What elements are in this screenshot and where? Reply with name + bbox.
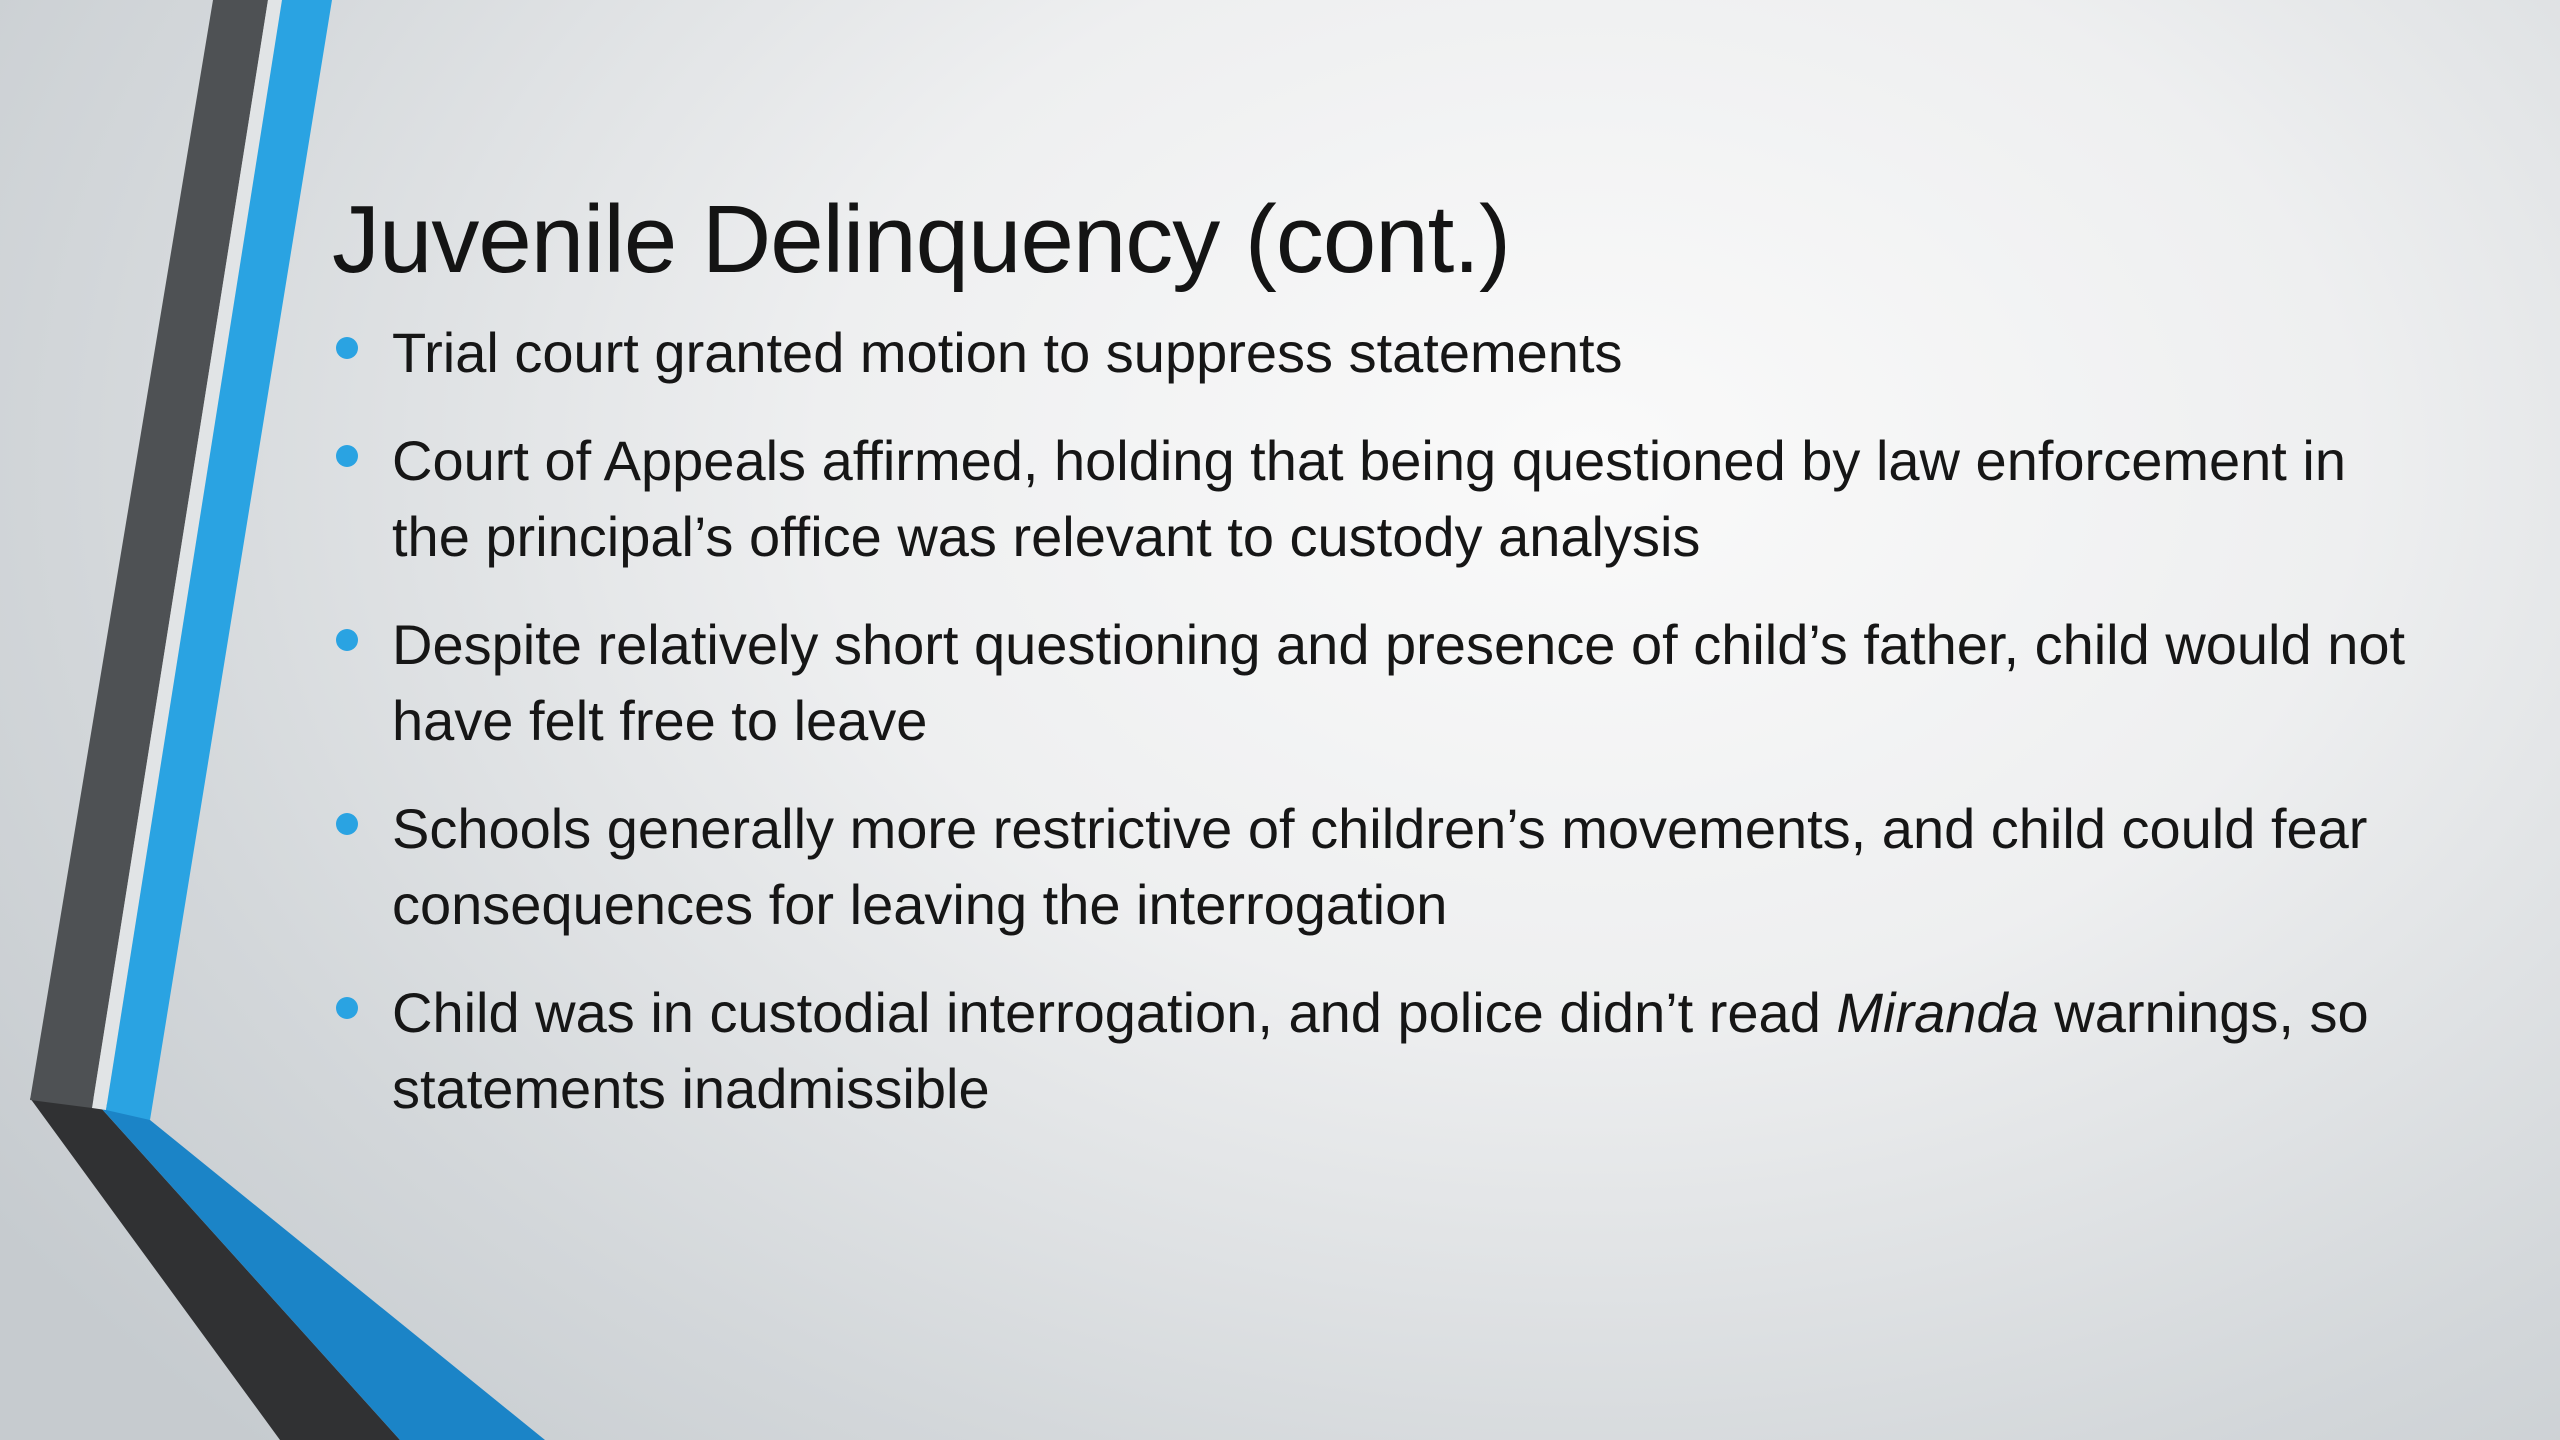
bullet-text: Despite relatively short questioning and presence of child’s father, child would not have felt free to leave	[392, 613, 2406, 752]
bullet-item	[332, 423, 2412, 575]
bullet-item	[332, 315, 2412, 391]
bullet-item	[332, 791, 2412, 943]
bullet-text-before: Child was in custodial interrogation, and police didn’t read	[392, 981, 1837, 1044]
bullet-text-after: warnings, so statements inadmissible	[392, 981, 2369, 1120]
bullet-item	[332, 975, 2412, 1127]
bullet-text: Trial court granted motion to suppress statements	[392, 321, 1623, 384]
bullet-text: Court of Appeals affirmed, holding that being questioned by law enforcement in the principal’s office was relevant to custody analysis	[392, 429, 2346, 568]
bullet-text-italic: Miranda	[1836, 981, 2039, 1044]
slide-title: Juvenile Delinquency (cont.)	[332, 186, 1510, 293]
bullet-dot-icon	[336, 629, 358, 651]
bullet-dot-icon	[336, 337, 358, 359]
bullet-text: Schools generally more restrictive of children’s movements, and child could fear consequences for leaving the interrogation	[392, 797, 2368, 936]
bullet-dot-icon	[336, 445, 358, 467]
bullet-item	[332, 607, 2412, 759]
bullet-list	[332, 315, 2412, 1159]
bullet-dot-icon	[336, 813, 358, 835]
bullet-dot-icon	[336, 997, 358, 1019]
